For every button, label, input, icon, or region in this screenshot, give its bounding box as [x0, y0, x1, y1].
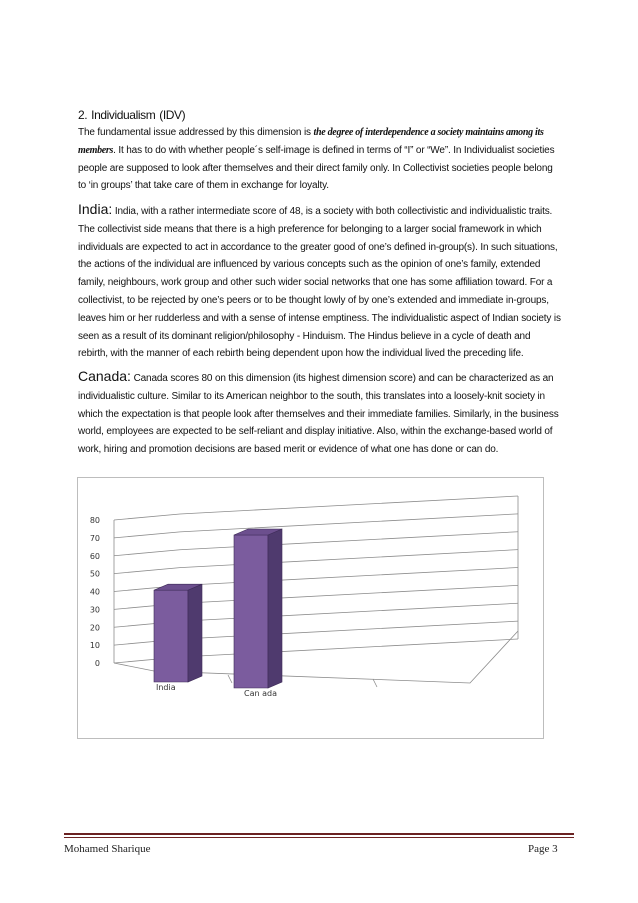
canada-text: Canada scores 80 on this dimension (its highest dimension score) and can be characterized as an individualistic culture. Similar to its American neighbor to the south, this translates into a loosely-knit society in which the expectation is that people look after themselves and their immediate families. Similarly, in the business world, employees are expected to be self-reliant and display initiative. Also, within the exchange-based world of work, hiring and promotion decisions are based merit or evidence of what one has done or can do. — [78, 373, 559, 456]
footer-page-number: Page 3 — [528, 843, 558, 855]
y-tick-label: 0 — [94, 659, 100, 668]
footer-rule-thin — [64, 837, 574, 838]
floor-divider — [373, 679, 377, 687]
footer-rule — [64, 833, 574, 835]
y-tick-label: 30 — [89, 605, 100, 615]
x-tick-label: India — [156, 683, 176, 692]
gridline — [114, 514, 518, 538]
india-label: India: — [78, 201, 113, 217]
gridline — [114, 550, 518, 574]
floor-divider — [228, 675, 232, 683]
bar-india — [154, 590, 188, 682]
y-tick-label: 40 — [89, 587, 100, 597]
section-heading: 2. Individualism (IDV) — [78, 108, 186, 122]
x-tick-label: Can ada — [244, 689, 277, 698]
canada-paragraph — [78, 368, 562, 459]
y-tick-label: 70 — [89, 533, 100, 543]
y-tick-label: 60 — [89, 551, 100, 561]
intro-emphasis: the degree of interdependence a society maintains among its members — [78, 127, 544, 156]
india-paragraph — [78, 201, 562, 363]
india-text: India, with a rather intermediate score of 48, is a society with both collectivistic and individualistic traits. The collectivist side means that there is a high preference for belonging to a larger social framework in which individuals are expected to act in accordance to the greater good of one’s defined in-group(s). In such situations, the actions of the individual are influenced by various concepts such as the opinion of one’s family, extended family, neighbours, work group and other such wider social networks that one has some affiliation toward. For a collectivist, to be rejected by one’s peers or to be thought lowly of by one’s extended and immediate in-groups, leaves him or her rudderless and with a sense of intense emptiness. The individualistic aspect of Indian society is seen as a result of its dominant religion/philosophy - Hinduism. The Hindus believe in a cycle of death and rebirth, with the manner of each rebirth being dependent upon how the individual lived the preceding life. — [78, 206, 561, 360]
y-tick-label: 20 — [89, 623, 100, 633]
bar-side-canada — [268, 529, 282, 688]
intro-paragraph — [78, 124, 562, 195]
y-tick-label: 80 — [89, 516, 100, 525]
y-tick-label: 50 — [89, 569, 100, 579]
y-tick-label: 10 — [89, 641, 100, 651]
gridline — [114, 532, 518, 556]
idv-chart — [77, 477, 544, 739]
chart-canvas — [78, 478, 545, 740]
bar-canada — [234, 535, 268, 688]
footer-author: Mohamed Sharique — [64, 843, 151, 855]
gridline — [114, 496, 518, 520]
canada-label: Canada: — [78, 368, 131, 384]
intro-text-before: The fundamental issue addressed by this dimension is — [78, 127, 314, 138]
intro-text-after: . It has to do with whether people´s self-image is defined in terms of “I” or “We”. In Individualist societies people are supposed to look after themselves and their direct family only. In Collectivist societies people belong to ‘in groups’ that take care of them in exchange for loyalty. — [78, 144, 555, 192]
bar-side-india — [188, 584, 202, 682]
